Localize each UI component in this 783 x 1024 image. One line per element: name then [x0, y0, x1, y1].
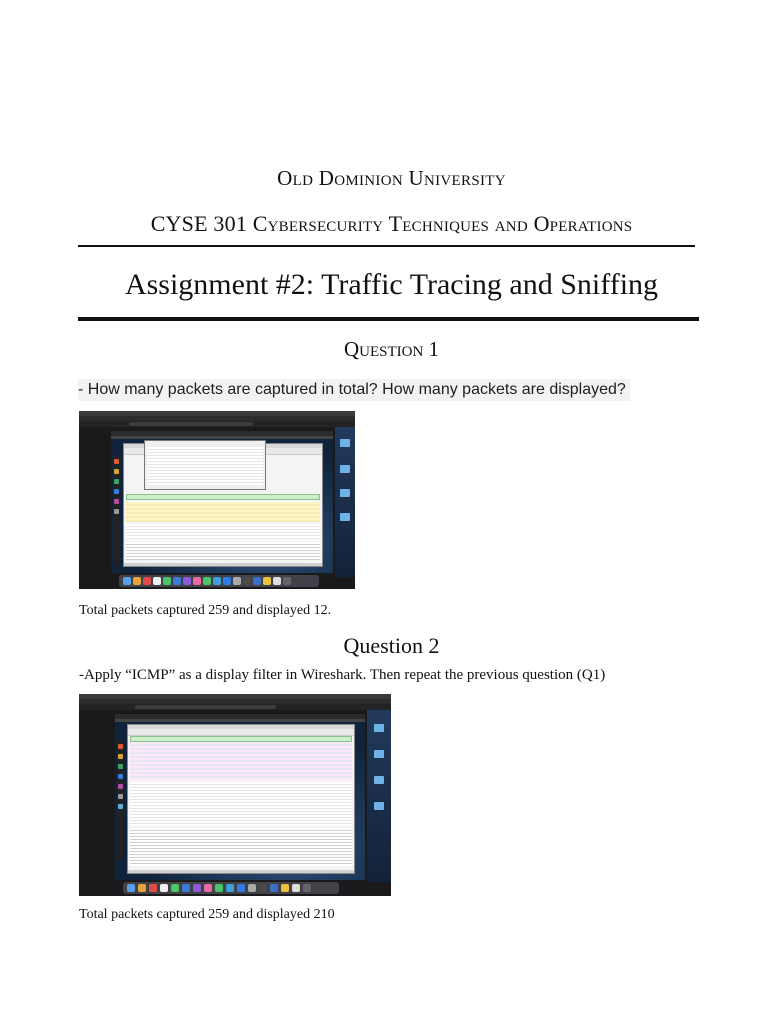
app-icon — [118, 744, 123, 749]
folder-icon — [374, 776, 384, 784]
dock-icon — [223, 577, 231, 585]
question-2-prompt: -Apply “ICMP” as a display filter in Wireshark. Then repeat the previous question (Q1) — [79, 667, 606, 683]
screenshot-vm-toolbar — [115, 719, 365, 722]
dock-icon — [183, 577, 191, 585]
app-icon — [118, 794, 123, 799]
question-2-answer: Total packets captured 259 and displayed 210 — [79, 907, 335, 922]
screenshot-url-field — [129, 422, 253, 426]
university-name: Old Dominion University — [277, 166, 506, 190]
folder-icon — [340, 465, 350, 473]
dock-icon — [248, 884, 256, 892]
screenshot-vm-desktop — [111, 431, 333, 573]
dock-icon — [163, 577, 171, 585]
dock-icon — [243, 577, 251, 585]
screenshot-display-filter — [126, 494, 320, 500]
screenshot-dock — [119, 575, 319, 587]
screenshot-packet-list — [126, 502, 320, 522]
dock-icon — [203, 577, 211, 585]
dock-icon — [233, 577, 241, 585]
screenshot-packet-details — [130, 782, 352, 826]
dock-icon — [182, 884, 190, 892]
app-icon — [118, 784, 123, 789]
app-icon — [114, 469, 119, 474]
dock-icon — [133, 577, 141, 585]
screenshot-desktop-side — [335, 427, 355, 577]
screenshot-wireshark-window — [127, 724, 355, 874]
screenshot-window-toolbar — [128, 729, 354, 736]
screenshot-app-launcher — [117, 740, 124, 860]
dock-icon — [123, 577, 131, 585]
screenshot-packet-bytes — [126, 542, 320, 560]
dock-icon — [253, 577, 261, 585]
dock-icon — [193, 884, 201, 892]
screenshot-icmp-packet-list — [130, 742, 352, 780]
app-icon — [114, 509, 119, 514]
screenshot-packet-details — [126, 524, 320, 540]
folder-icon — [340, 513, 350, 521]
title-divider — [78, 317, 699, 321]
screenshot-packet-bytes — [130, 828, 352, 866]
folder-icon — [340, 439, 350, 447]
app-icon — [118, 764, 123, 769]
dock-icon — [193, 577, 201, 585]
screenshot-desktop-side — [367, 710, 391, 882]
app-icon — [118, 754, 123, 759]
screenshot-vm-toolbar — [111, 436, 333, 439]
dock-icon — [213, 577, 221, 585]
dock-icon — [160, 884, 168, 892]
question-1-prompt: - How many packets are captured in total? How many packets are displayed? — [78, 379, 630, 401]
dock-icon — [237, 884, 245, 892]
app-icon — [114, 489, 119, 494]
dock-icon — [281, 884, 289, 892]
screenshot-capture-properties-dialog — [144, 440, 266, 490]
question-1-heading: Question 1 — [343, 337, 440, 361]
folder-icon — [374, 802, 384, 810]
dock-icon — [259, 884, 267, 892]
dock-icon — [143, 577, 151, 585]
screenshot-statistics-table — [147, 447, 263, 485]
dock-icon — [263, 577, 271, 585]
dock-icon — [215, 884, 223, 892]
dock-icon — [173, 577, 181, 585]
screenshot-dock — [123, 882, 339, 894]
question-1-screenshot — [79, 411, 355, 589]
app-icon — [118, 774, 123, 779]
screenshot-status-bar — [124, 563, 322, 566]
dock-icon — [226, 884, 234, 892]
app-icon — [118, 804, 123, 809]
dock-icon — [149, 884, 157, 892]
dock-icon — [270, 884, 278, 892]
screenshot-wireshark-window — [123, 443, 323, 567]
dock-icon — [292, 884, 300, 892]
dock-icon — [153, 577, 161, 585]
folder-icon — [374, 724, 384, 732]
screenshot-app-launcher — [113, 455, 120, 565]
dock-icon — [273, 577, 281, 585]
course-title: CYSE 301 Cybersecurity Techniques and Operations — [150, 211, 633, 236]
dock-icon — [303, 884, 311, 892]
app-icon — [114, 459, 119, 464]
screenshot-url-field — [135, 705, 275, 709]
question-1-answer: Total packets captured 259 and displayed 12. — [79, 603, 332, 618]
dock-icon — [138, 884, 146, 892]
dock-icon — [127, 884, 135, 892]
screenshot-status-bar — [128, 870, 354, 873]
folder-icon — [340, 489, 350, 497]
folder-icon — [374, 750, 384, 758]
dock-icon — [283, 577, 291, 585]
question-2-screenshot — [79, 694, 391, 896]
screenshot-vm-desktop — [115, 714, 365, 880]
dock-icon — [204, 884, 212, 892]
assignment-title: Assignment #2: Traffic Tracing and Sniffing — [124, 268, 659, 301]
app-icon — [114, 499, 119, 504]
question-2-heading: Question 2 — [343, 633, 440, 658]
app-icon — [114, 479, 119, 484]
dock-icon — [171, 884, 179, 892]
header-divider — [78, 245, 695, 247]
